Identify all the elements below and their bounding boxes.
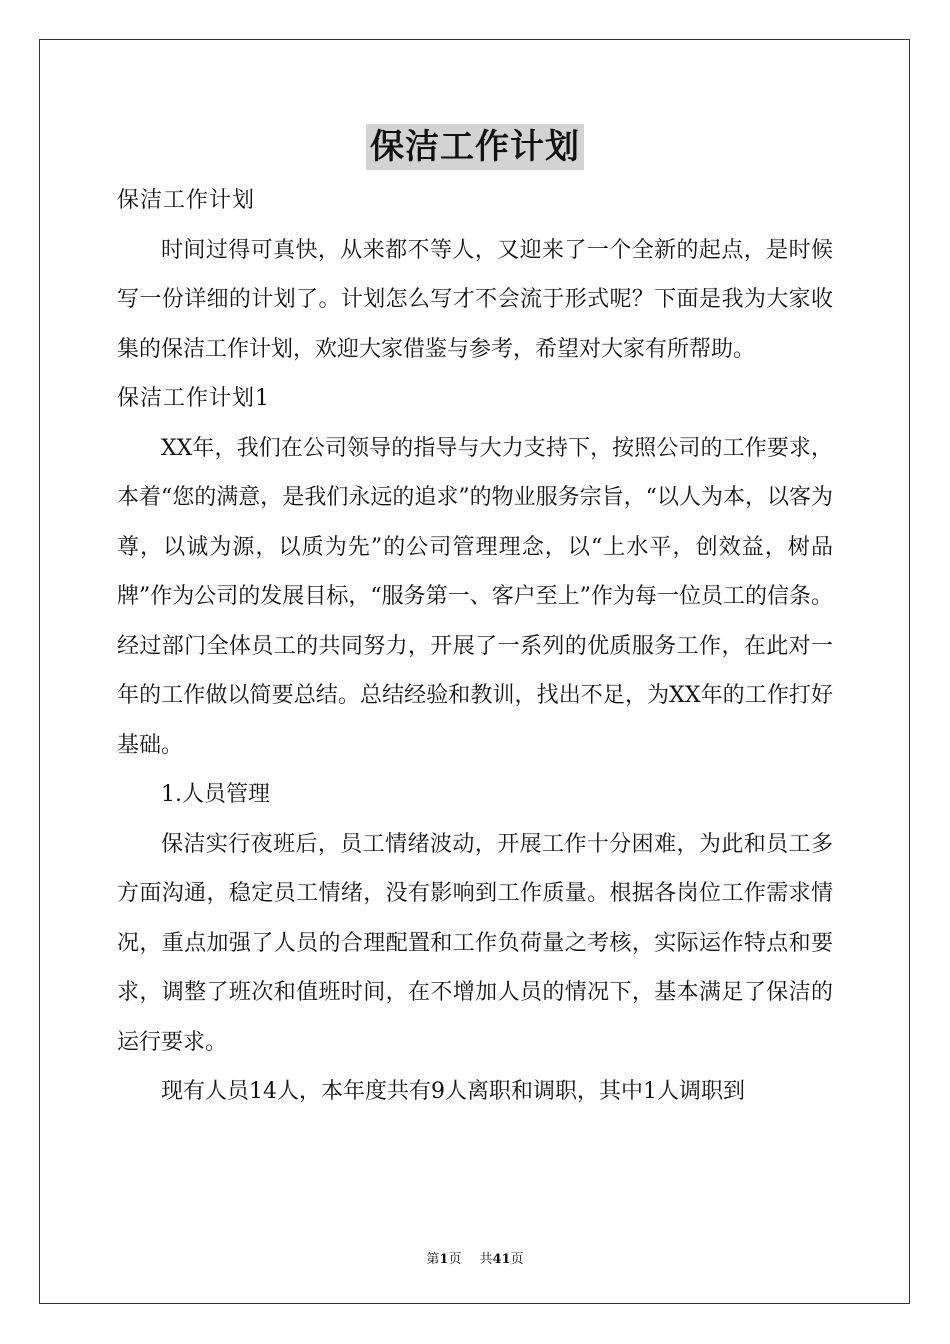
body-paragraph: 现有人员14人，本年度共有9人离职和调职，其中1人调职到	[161, 1079, 745, 1104]
page-suffix: 页	[448, 1252, 462, 1267]
page-prefix: 第	[426, 1252, 440, 1267]
body-paragraph: XX年，我们在公司领导的指导与大力支持下，按照公司的工作要求，本着“您的满意，是我们永远的追求”的物业服务宗旨，“以人为本，以客为尊，以诚为源，以质为先”的公司管理理念，以“上水平，创效益，树品牌”作为公司的发展目标，“服务第一、客户至上”作为每一位员工的信条。经过部门全体员工的共同努力，开展了一系列的优质服务工作，在此对一年的工作做以简要总结。总结经验和教训，找出不足，为XX年的工作打好基础。	[117, 435, 833, 758]
page-total: 41	[492, 1252, 511, 1267]
body-paragraph: 保洁实行夜班后，员工情绪波动，开展工作十分困难，为此和员工多方面沟通，稳定员工情绪，没有影响到工作质量。根据各岗位工作需求情况，重点加强了人员的合理配置和工作负荷量之考核，实际运作特点和要求，调整了班次和值班时间，在不增加人员的情况下，基本满足了保洁的运行要求。	[117, 831, 833, 1055]
document-subtitle: 保洁工作计划	[117, 188, 256, 213]
page-footer	[0, 1248, 950, 1267]
sub-heading: 1.人员管理	[161, 782, 270, 807]
page-current: 1	[439, 1252, 449, 1267]
intro-paragraph: 时间过得可真快，从来都不等人，又迎来了一个全新的起点，是时候写一份详细的计划了。计划怎么写才不会流于形式呢？下面是我为大家收集的保洁工作计划，欢迎大家借鉴与参考，希望对大家有所帮助。	[117, 237, 833, 362]
title-container	[0, 124, 950, 170]
document-body	[117, 176, 833, 1117]
section-heading: 保洁工作计划1	[117, 386, 270, 411]
total-prefix: 共	[479, 1252, 493, 1267]
total-suffix: 页	[510, 1252, 524, 1267]
document-title: 保洁工作计划	[366, 124, 584, 170]
